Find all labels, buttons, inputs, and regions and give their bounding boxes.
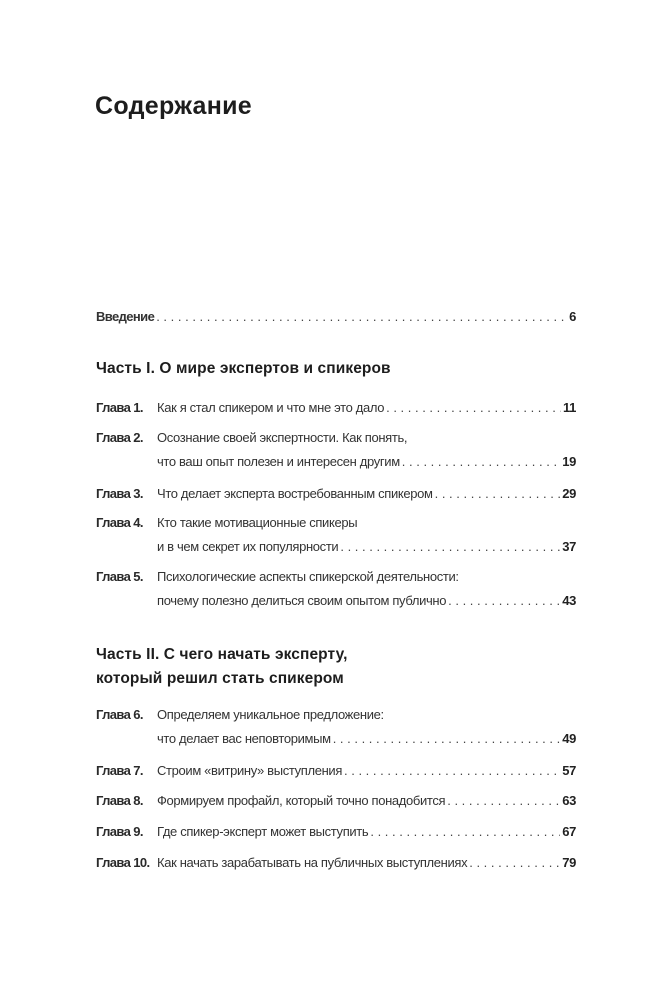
part-heading: Часть II. С чего начать эксперту, который решил стать спикером <box>96 646 348 687</box>
page-number: 29 <box>562 486 576 501</box>
chapter-title: Что делает эксперта востребованным спикером <box>157 486 433 501</box>
toc-entry-chapter-8[interactable] <box>96 789 576 813</box>
page-number: 6 <box>569 309 576 324</box>
toc-entry-intro[interactable] <box>96 305 576 329</box>
page-title: Содержание <box>95 92 253 120</box>
chapter-label: Глава 7. <box>96 763 143 778</box>
chapter-title: Психологические аспекты спикерской деятельности: <box>157 569 459 584</box>
toc-entry-chapter-3[interactable] <box>96 482 576 506</box>
dot-leader <box>447 789 560 813</box>
chapter-label: Глава 3. <box>96 486 143 501</box>
dot-leader <box>435 482 561 506</box>
chapter-label: Глава 1. <box>96 400 143 415</box>
chapter-label: Глава 4. <box>96 515 143 530</box>
dot-leader <box>344 759 560 783</box>
chapter-title: Осознание своей экспертности. Как понять, <box>157 430 408 445</box>
dot-leader <box>340 535 560 559</box>
toc-entry-chapter-2[interactable] <box>96 426 576 474</box>
toc-entry-chapter-9[interactable] <box>96 820 576 844</box>
toc-entry-chapter-1[interactable] <box>96 396 576 420</box>
chapter-label: Глава 5. <box>96 569 143 584</box>
chapter-title: и в чем секрет их популярности <box>157 539 339 554</box>
chapter-label: Глава 6. <box>96 707 143 722</box>
page-number: 79 <box>562 855 576 870</box>
chapter-title: Строим «витрину» выступления <box>157 763 343 778</box>
chapter-label: Глава 10. <box>96 855 150 870</box>
dot-leader <box>333 727 561 751</box>
toc-entry-chapter-6[interactable] <box>96 703 576 751</box>
chapter-title: почему полезно делиться своим опытом публично <box>157 593 447 608</box>
chapter-label: Глава 9. <box>96 824 143 839</box>
toc-entry-chapter-4[interactable] <box>96 511 576 559</box>
dot-leader <box>469 851 560 875</box>
page-number: 19 <box>562 454 576 469</box>
toc-entry-chapter-5[interactable] <box>96 565 576 613</box>
chapter-title: Кто такие мотивационные спикеры <box>157 515 358 530</box>
dot-leader <box>448 589 560 613</box>
chapter-title: Формируем профайл, который точно понадобится <box>157 793 446 808</box>
toc-entry-chapter-10[interactable] <box>96 851 576 875</box>
page-number: 63 <box>562 793 576 808</box>
page-number: 67 <box>562 824 576 839</box>
chapter-label: Глава 2. <box>96 430 143 445</box>
page-number: 11 <box>562 400 576 415</box>
dot-leader <box>402 450 560 474</box>
page-number: 43 <box>562 593 576 608</box>
part-heading: Часть I. О мире экспертов и спикеров <box>96 360 391 377</box>
chapter-title: Где спикер-эксперт может выступить <box>157 824 369 839</box>
dot-leader <box>386 396 561 420</box>
dot-leader <box>156 305 567 329</box>
chapter-title: что ваш опыт полезен и интересен другим <box>157 454 400 469</box>
page-number: 57 <box>562 763 576 778</box>
toc-entry-label: Введение <box>96 309 155 324</box>
dot-leader <box>370 820 560 844</box>
chapter-title: Определяем уникальное предложение: <box>157 707 384 722</box>
page-number: 37 <box>562 539 576 554</box>
chapter-title: Как начать зарабатывать на публичных выступлениях <box>157 855 468 870</box>
toc-entry-chapter-7[interactable] <box>96 759 576 783</box>
page-number: 49 <box>562 731 576 746</box>
chapter-title: что делает вас неповторимым <box>157 731 331 746</box>
chapter-title: Как я стал спикером и что мне это дало <box>157 400 385 415</box>
chapter-label: Глава 8. <box>96 793 143 808</box>
